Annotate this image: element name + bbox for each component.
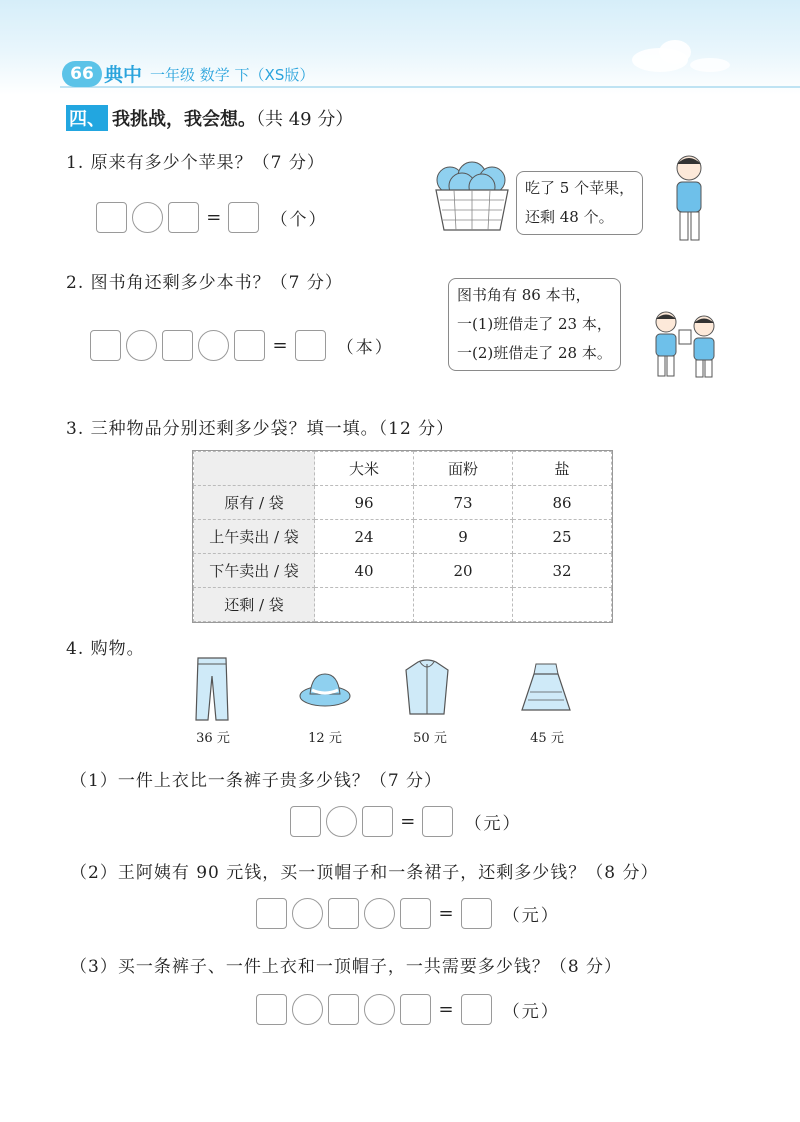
answer-box[interactable]: [256, 994, 287, 1025]
q4-sub3-formula: [256, 994, 560, 1025]
two-kids-icon: [646, 308, 724, 380]
answer-box[interactable]: [400, 898, 431, 929]
price-label: 36 元: [196, 731, 230, 746]
q3-table: [193, 451, 612, 622]
page-number: 66: [62, 61, 102, 87]
answer-box[interactable]: [96, 202, 127, 233]
operator-circle[interactable]: [292, 898, 323, 929]
operator-circle[interactable]: [126, 330, 157, 361]
equals-sign: =: [400, 811, 416, 832]
row-label: 上午卖出 / 袋: [194, 520, 315, 554]
operator-circle[interactable]: [364, 898, 395, 929]
section-heading: 我挑战，我会想。: [112, 109, 256, 130]
q4-sub1-question: （1）一件上衣比一条裤子贵多少钱？（7 分）: [70, 771, 443, 791]
q2-unit: （本）: [336, 338, 394, 358]
q4-sub3-question: （3）买一条裤子、一件上衣和一顶帽子，一共需要多少钱？（8 分）: [70, 957, 623, 977]
table-cell: 20: [414, 554, 513, 588]
bubble-line: 一(2)班借走了 28 本。: [457, 344, 612, 362]
answer-box[interactable]: [362, 806, 393, 837]
row-label: 原有 / 袋: [194, 486, 315, 520]
answer-box[interactable]: [168, 202, 199, 233]
bubble-line: 吃了 5 个苹果，: [525, 179, 635, 197]
section-title: [66, 105, 353, 131]
answer-box[interactable]: [234, 330, 265, 361]
jacket-icon: [404, 658, 450, 718]
operator-circle[interactable]: [198, 330, 229, 361]
table-row: [194, 520, 612, 554]
q4-sub3-unit: （元）: [502, 1002, 560, 1022]
q3-question: 3. 三种物品分别还剩多少袋？填一填。（12 分）: [66, 419, 455, 439]
bubble-line: 还剩 48 个。: [525, 208, 614, 226]
answer-cell[interactable]: [414, 588, 513, 622]
price-label: 50 元: [413, 731, 447, 746]
operator-circle[interactable]: [132, 202, 163, 233]
answer-box[interactable]: [328, 994, 359, 1025]
table-row: [194, 486, 612, 520]
apple-basket-icon: [430, 150, 514, 232]
table-header-cell: 大米: [315, 452, 414, 486]
table-cell: 73: [414, 486, 513, 520]
table-cell: 9: [414, 520, 513, 554]
q4-title: 4. 购物。: [66, 639, 145, 659]
table-cell: 25: [513, 520, 612, 554]
q4-sub2-unit: （元）: [502, 906, 560, 926]
table-cell: 24: [315, 520, 414, 554]
equals-sign: =: [438, 903, 454, 924]
row-label: 还剩 / 袋: [194, 588, 315, 622]
price-label: 12 元: [308, 731, 342, 746]
row-label: 下午卖出 / 袋: [194, 554, 315, 588]
answer-box[interactable]: [328, 898, 359, 929]
bubble-line: 一(1)班借走了 23 本，: [457, 315, 612, 333]
equals-sign: =: [272, 335, 288, 356]
operator-circle[interactable]: [364, 994, 395, 1025]
table-cell: 86: [513, 486, 612, 520]
hat-icon: [298, 668, 352, 708]
q3-table-wrap: [192, 450, 613, 623]
table-row: [194, 554, 612, 588]
table-header-row: [194, 452, 612, 486]
answer-box[interactable]: [228, 202, 259, 233]
table-header-cell: 盐: [513, 452, 612, 486]
answer-cell[interactable]: [315, 588, 414, 622]
equals-sign: =: [206, 207, 222, 228]
q1-question: 1. 原来有多少个苹果？（7 分）: [66, 153, 325, 173]
q2-question: 2. 图书角还剩多少本书？（7 分）: [66, 273, 343, 293]
table-row: [194, 588, 612, 622]
skirt-icon: [518, 660, 574, 714]
q2-formula: [90, 330, 394, 361]
table-header-cell: 面粉: [414, 452, 513, 486]
answer-box[interactable]: [461, 898, 492, 929]
q4-sub2-question: （2）王阿姨有 90 元钱，买一顶帽子和一条裙子，还剩多少钱？（8 分）: [70, 863, 659, 883]
q1-formula: [96, 202, 328, 233]
answer-box[interactable]: [162, 330, 193, 361]
book-title: 一年级 数学 下（XS版）: [150, 66, 315, 84]
pants-icon: [194, 656, 230, 722]
table-cell: 40: [315, 554, 414, 588]
q4-sub1-formula: [290, 806, 522, 837]
answer-box[interactable]: [256, 898, 287, 929]
answer-box[interactable]: [90, 330, 121, 361]
cloud-icon: [620, 30, 740, 80]
bubble-line: 图书角有 86 本书，: [457, 286, 591, 304]
section-number: 四、: [66, 105, 108, 131]
operator-circle[interactable]: [326, 806, 357, 837]
section-points: （共 49 分）: [256, 109, 354, 130]
boy-icon: [664, 152, 714, 252]
q4-sub1-unit: （元）: [464, 814, 522, 834]
answer-cell[interactable]: [513, 588, 612, 622]
header-divider: [60, 86, 800, 88]
q2-speech-bubble: [448, 278, 621, 371]
q1-unit: （个）: [270, 210, 328, 230]
table-cell: 96: [315, 486, 414, 520]
q4-sub2-formula: [256, 898, 560, 929]
answer-box[interactable]: [400, 994, 431, 1025]
q1-speech-bubble: [516, 171, 643, 235]
answer-box[interactable]: [290, 806, 321, 837]
answer-box[interactable]: [422, 806, 453, 837]
operator-circle[interactable]: [292, 994, 323, 1025]
table-cell: 32: [513, 554, 612, 588]
answer-box[interactable]: [295, 330, 326, 361]
equals-sign: =: [438, 999, 454, 1020]
price-label: 45 元: [530, 731, 564, 746]
table-header-cell: [194, 452, 315, 486]
answer-box[interactable]: [461, 994, 492, 1025]
brand-logo: 典中: [104, 64, 143, 86]
